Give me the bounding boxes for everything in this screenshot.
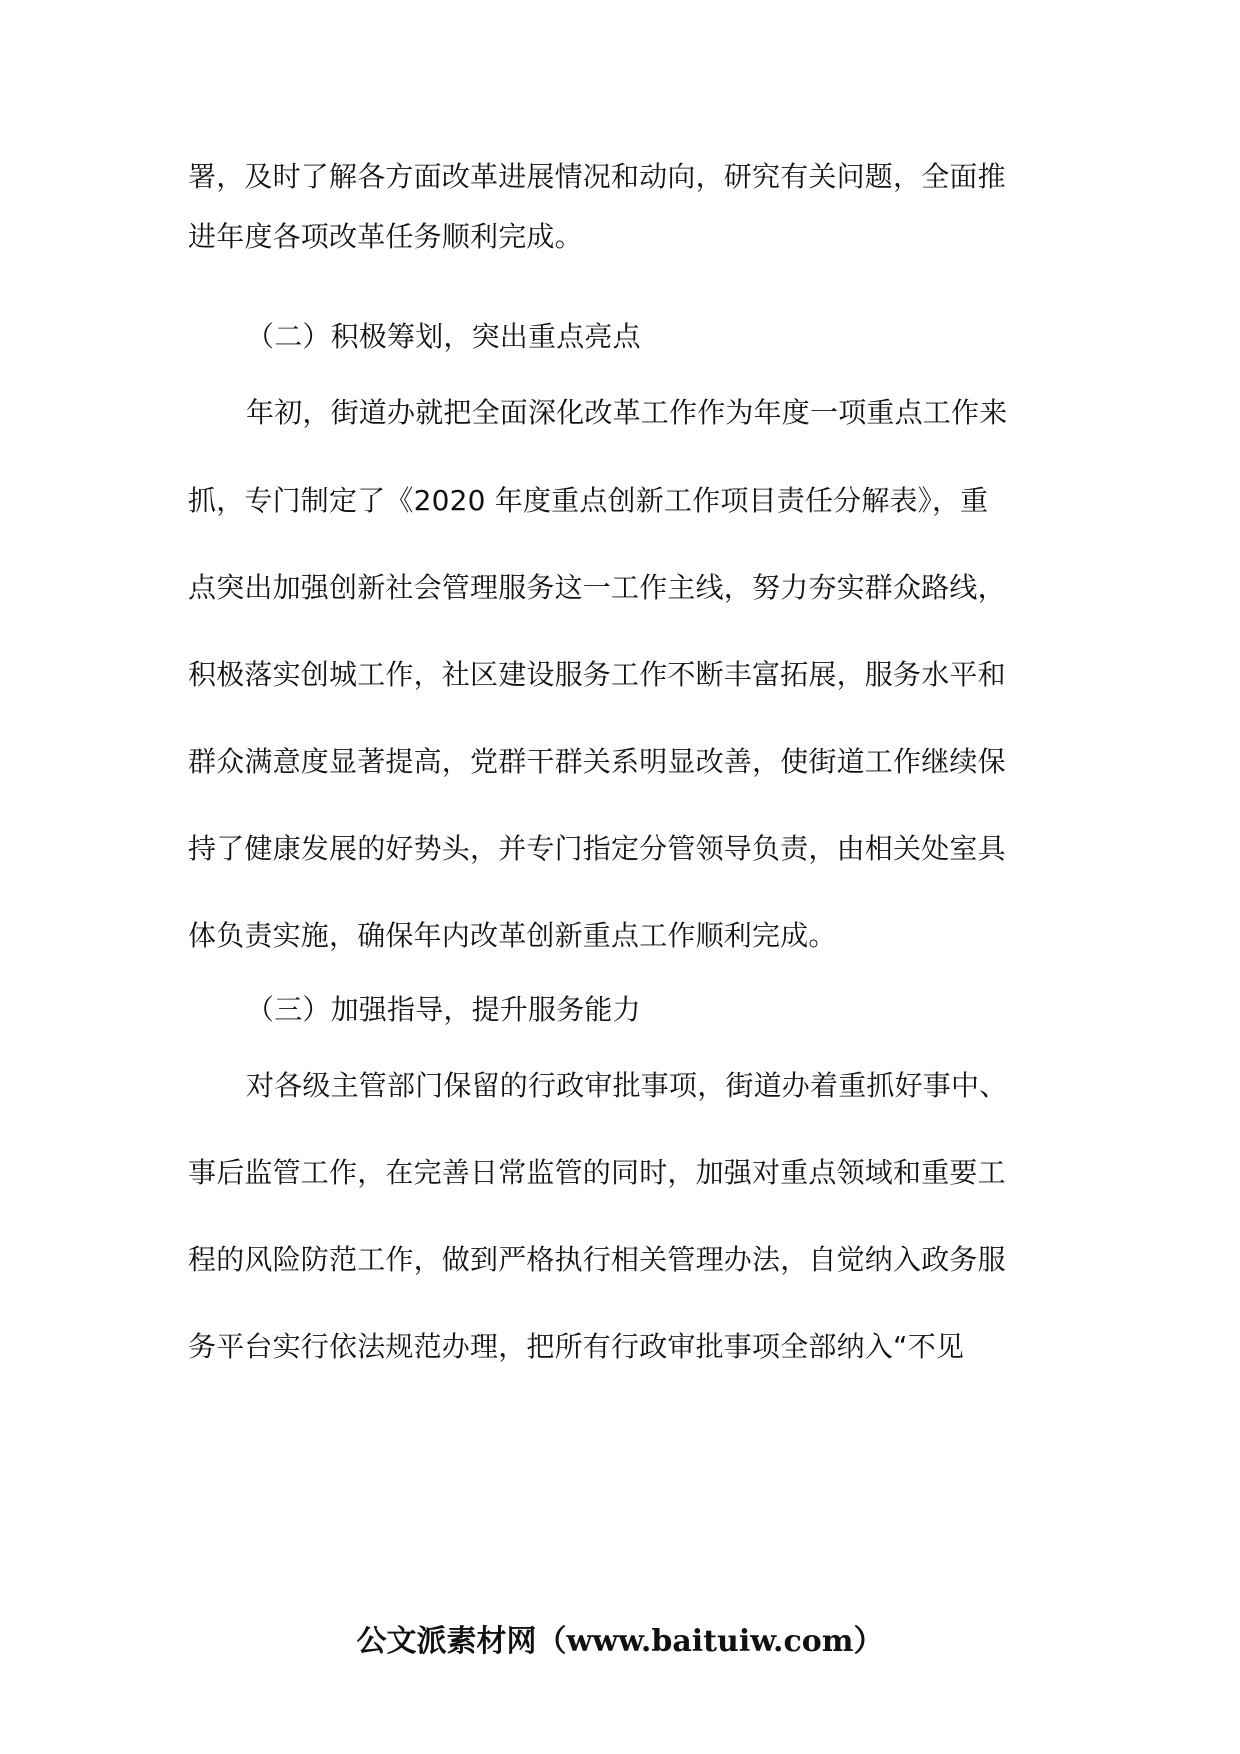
paragraph-line: 事后监管工作，在完善日常监管的同时，加强对重点领域和重要工 bbox=[188, 1156, 1006, 1189]
paragraph-line: 群众满意度显著提高，党群干群关系明显改善，使街道工作继续保 bbox=[188, 745, 1006, 778]
footer-watermark: 公文派素材网（www.baituiw.com） bbox=[356, 1624, 884, 1659]
paragraph-line: 积极落实创城工作，社区建设服务工作不断丰富拓展，服务水平和 bbox=[188, 658, 1006, 691]
paragraph-line: 进年度各项改革任务顺利完成。 bbox=[188, 220, 583, 253]
paragraph-line: 务平台实行依法规范办理，把所有行政审批事项全部纳入“不见 bbox=[188, 1330, 965, 1363]
paragraph-line: 程的风险防范工作，做到严格执行相关管理办法，自觉纳入政务服 bbox=[188, 1243, 1006, 1276]
paragraph-line: 持了健康发展的好势头，并专门指定分管领导负责，由相关处室具 bbox=[188, 832, 1006, 865]
paragraph-line: 点突出加强创新社会管理服务这一工作主线，努力夯实群众路线， bbox=[188, 571, 1006, 604]
paragraph-line: 署，及时了解各方面改革进展情况和动向，研究有关问题，全面推 bbox=[188, 160, 1006, 193]
paragraph-line: 对各级主管部门保留的行政审批事项，街道办着重抓好事中、 bbox=[246, 1069, 1008, 1102]
section-heading: （二）积极筹划，突出重点亮点 bbox=[246, 320, 641, 353]
section-heading: （三）加强指导，提升服务能力 bbox=[246, 993, 641, 1026]
paragraph-line: 年初，街道办就把全面深化改革工作作为年度一项重点工作来 bbox=[246, 396, 1008, 429]
paragraph-line: 体负责实施，确保年内改革创新重点工作顺利完成。 bbox=[188, 919, 837, 952]
paragraph-line: 抓，专门制定了《2020 年度重点创新工作项目责任分解表》，重 bbox=[188, 484, 989, 517]
